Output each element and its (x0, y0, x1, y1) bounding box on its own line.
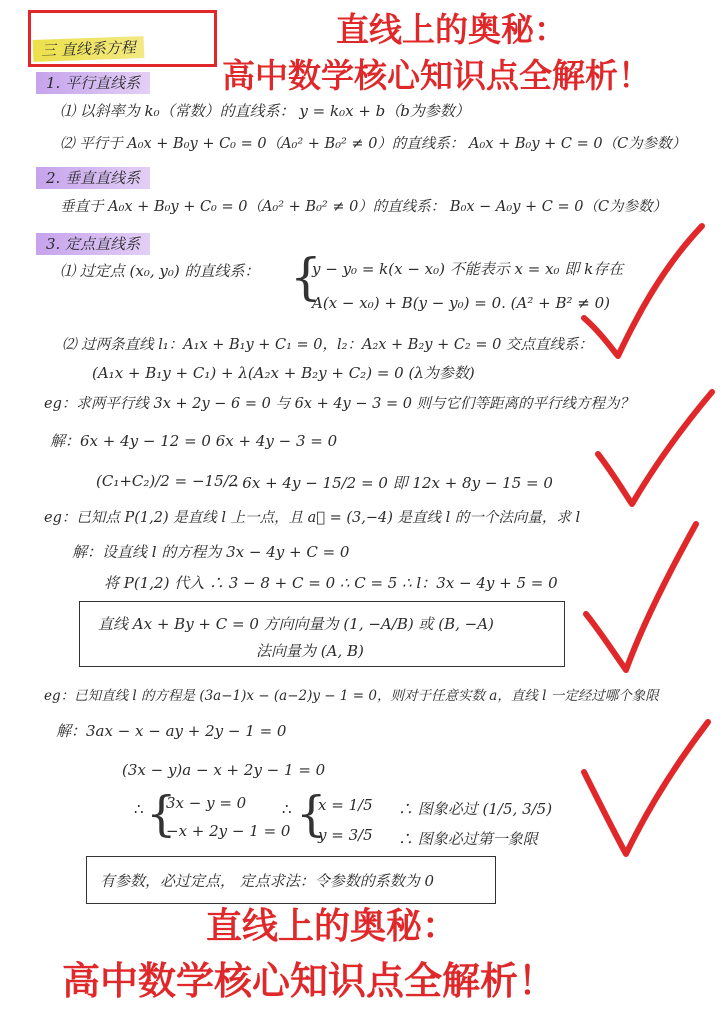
top-title-line2: 高中数学核心知识点全解析！ (222, 56, 651, 95)
check-mark-icon (584, 722, 708, 854)
example3-res1: x = 1/5 (318, 796, 373, 814)
box2-text: 有参数，必过定点， 定点求法：令参数的系数为 0 (100, 872, 435, 890)
example3-question: eg：已知直线 l 的方程是 (3a−1)x − (a−2)y − 1 = 0，则对于任意实数 a，直线 l 一定经过哪个象限 (44, 688, 659, 704)
parallel-item1: ⑴ 以斜率为 k₀（常数）的直线系： y = k₀x + b（b为参数） (60, 102, 470, 120)
example3-conc1: ∴ 图象必过 (1/5, 3/5) (398, 800, 553, 818)
brace-fixed-point: { (290, 248, 322, 306)
example1-question: eg：求两平行线 3x + 2y − 6 = 0 与 6x + 4y − 3 = 0 则与它们等距离的平行线方程为？ (44, 396, 635, 412)
check-mark-icon (584, 226, 702, 356)
example1-sol2-frac: (C₁+C₂)/2 = −15/2 (96, 472, 239, 490)
fixed-point-item1-line1: y − y₀ = k(x − x₀) 不能表示 x = x₀ 即 k存在 (312, 260, 624, 278)
fixed-point-item2-line1: ⑵ 过两条直线 l₁：A₁x + B₁y + C₁ = 0，l₂：A₂x + B₂y + C₂ = 0 交点直线系： (62, 337, 593, 353)
fixed-point-item2-line2: (A₁x + B₁y + C₁) + λ(A₂x + B₂y + C₂) = 0 (λ为参数) (92, 364, 475, 382)
bottom-title-line2: 高中数学核心知识点全解析！ (62, 959, 557, 1003)
example3-sys1: 3x − y = 0 (166, 794, 247, 812)
perpendicular-item: 垂直于 A₀x + B₀y + C₀ = 0（A₀² + B₀² ≠ 0）的直线系： B₀x − A₀y + C = 0（C为参数） (60, 199, 668, 215)
example3-sol1: 解：3ax − x − ay + 2y − 1 = 0 (56, 722, 287, 740)
example2-sol2: 将 P(1,2) 代入 ∴ 3 − 8 + C = 0 ∴ C = 5 ∴ l：3x − 4y + 5 = 0 (104, 574, 558, 592)
example2-sol1: 解：设直线 l 的方程为 3x − 4y + C = 0 (72, 543, 350, 561)
check-mark-icon (586, 524, 696, 670)
section-heading: 三 直线系方程 (33, 36, 144, 62)
fixed-point-item1-line2: A(x − x₀) + B(y − y₀) = 0. (A² + B² ≠ 0) (312, 294, 610, 312)
parallel-heading: 1. 平行直线系 (36, 72, 150, 94)
example1-sol1: 解：6x + 4y − 12 = 0 6x + 4y − 3 = 0 (50, 432, 338, 450)
example1-sol2-rest: ∴ 6x + 4y − 15/2 = 0 即 12x + 8y − 15 = 0 (228, 474, 553, 492)
example3-conc2: ∴ 图象必过第一象限 (398, 830, 538, 848)
top-title-line1: 直线上的奥秘： (336, 10, 567, 49)
brace-system: { (146, 786, 177, 842)
box1-line2: 法向量为 (A, B) (256, 642, 364, 660)
example3-res2: y = 3/5 (318, 826, 373, 844)
check-mark-icon (598, 392, 712, 504)
therefore-sign-1: ∴ (134, 800, 144, 818)
example2-question: eg：已知点 P(1,2) 是直线 l 上一点，且 a⃗ = (3,−4) 是直线 l 的一个法向量，求 l (44, 510, 581, 526)
therefore-sign-2: ∴ (282, 800, 292, 818)
bottom-title-line1: 直线上的奥秘： (206, 906, 459, 947)
example3-sys2: −x + 2y − 1 = 0 (166, 822, 291, 840)
example3-sol2: (3x − y)a − x + 2y − 1 = 0 (122, 761, 326, 779)
parallel-item2: ⑵ 平行于 A₀x + B₀y + C₀ = 0（A₀² + B₀² ≠ 0）的直线系： A₀x + B₀y + C = 0（C为参数） (60, 136, 687, 152)
fixed-point-heading: 3. 定点直线系 (36, 233, 150, 255)
box1-line1: 直线 Ax + By + C = 0 方向向量为 (1, −A/B) 或 (B, −A) (98, 615, 494, 633)
brace-result: { (296, 786, 327, 842)
perpendicular-heading: 2. 垂直直线系 (36, 167, 150, 189)
fixed-point-item1-label: ⑴ 过定点 (x₀, y₀) 的直线系： (60, 262, 260, 280)
